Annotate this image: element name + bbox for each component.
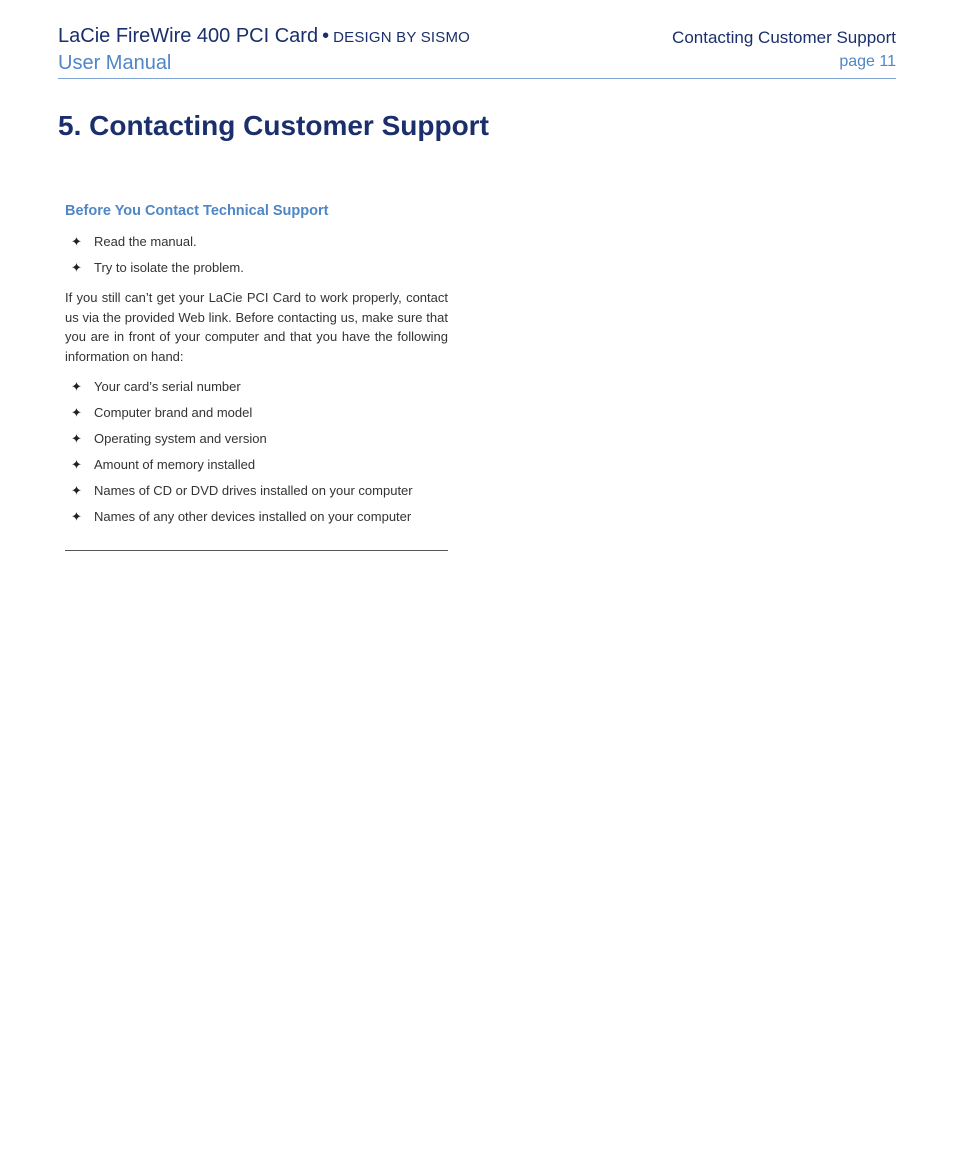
body-paragraph: If you still can’t get your LaCie PCI Card to work properly, contact us via the provided Web link. Before contacting us, make sure that you are in front of your computer and that you have the following information on hand:	[65, 290, 448, 364]
list-item: ✦ Names of any other devices installed on your computer	[71, 509, 412, 524]
title-separator: •	[322, 25, 330, 47]
section-end-divider	[65, 550, 448, 551]
star-bullet-icon: ✦	[71, 483, 82, 498]
star-bullet-icon: ✦	[71, 379, 82, 394]
manual-label: User Manual	[58, 52, 172, 74]
star-bullet-icon: ✦	[71, 509, 82, 524]
document-title	[58, 24, 470, 50]
star-bullet-icon: ✦	[71, 457, 82, 472]
list-item: ✦ Read the manual.	[71, 234, 197, 249]
product-name: LaCie FireWire 400 PCI Card	[58, 25, 319, 47]
star-bullet-icon: ✦	[71, 260, 82, 275]
star-bullet-icon: ✦	[71, 431, 82, 446]
page-title: 5. Contacting Customer Support	[58, 110, 489, 141]
list-item: ✦ Amount of memory installed	[71, 457, 256, 472]
header-divider	[58, 78, 896, 79]
header-left	[58, 24, 470, 76]
list-item: ✦ Operating system and version	[71, 431, 267, 446]
list-item: ✦ Computer brand and model	[71, 405, 253, 420]
content-column	[65, 202, 448, 551]
preparation-list	[65, 233, 448, 277]
list-item: ✦ Names of CD or DVD drives installed on your computer	[71, 483, 413, 498]
star-bullet-icon: ✦	[71, 234, 82, 249]
design-credit: DESIGN BY SISMO	[333, 29, 471, 46]
list-item: ✦ Try to isolate the problem.	[71, 260, 244, 275]
subsection-heading: Before You Contact Technical Support	[65, 203, 329, 219]
star-bullet-icon: ✦	[71, 405, 82, 420]
section-name: Contacting Customer Support	[672, 28, 896, 47]
page-number: page 11	[839, 53, 896, 70]
header-right	[672, 27, 896, 75]
list-item: ✦ Your card’s serial number	[71, 379, 241, 394]
info-checklist	[65, 378, 448, 526]
